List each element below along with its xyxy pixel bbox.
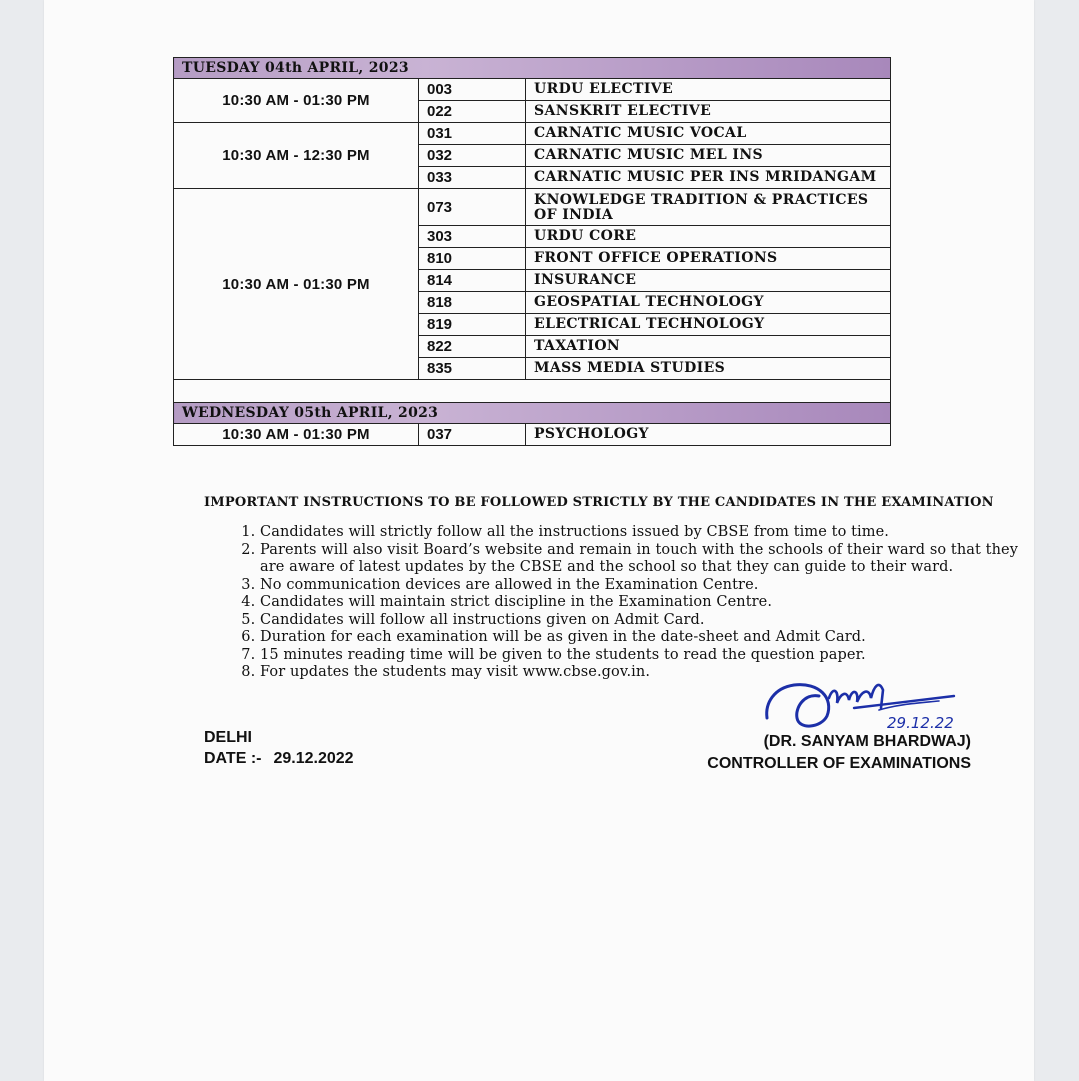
subject-name: INSURANCE [526,270,891,292]
subject-code: 032 [419,145,526,167]
signer-title: CONTROLLER OF EXAMINATIONS [707,755,971,772]
subject-code: 022 [419,101,526,123]
date-line [204,748,354,769]
signer-name: (DR. SANYAM BHARDWAJ) [763,733,971,750]
date-label: DATE :- [204,750,262,767]
signature-date-text: 29.12.22 [887,714,954,732]
signer-block [663,731,971,775]
instruction-item: 5. Candidates will follow all instructions given on Admit Card. [260,612,1040,630]
place-text: DELHI [204,729,252,746]
subject-code: 835 [419,358,526,380]
instruction-item: 8. For updates the students may visit www.cbse.gov.in. [260,664,1040,682]
subject-code: 031 [419,123,526,145]
day-header: TUESDAY 04th APRIL, 2023 [174,58,891,79]
time-slot: 10:30 AM - 01:30 PM [174,189,419,380]
place-date-block [204,727,354,769]
instruction-item: 6. Duration for each examination will be as given in the date-sheet and Admit Card. [260,629,1040,647]
instruction-item: 7. 15 minutes reading time will be given to the students to read the question paper. [260,647,1040,665]
day-header-row [174,58,891,79]
subject-name: ELECTRICAL TECHNOLOGY [526,314,891,336]
document-page [44,0,1034,1081]
subject-name: CARNATIC MUSIC MEL INS [526,145,891,167]
subject-name: SANSKRIT ELECTIVE [526,101,891,123]
subject-code: 037 [419,424,526,446]
subject-code: 818 [419,292,526,314]
instruction-item: 4. Candidates will maintain strict discipline in the Examination Centre. [260,594,1040,612]
date-sheet-table [173,57,891,446]
instructions-list [232,524,1040,682]
instruction-item: 2. Parents will also visit Board’s website and remain in touch with the schools of their ward so that they are aware of latest updates by the CBSE and the school so that they can guide to their ward. [260,542,1040,577]
subject-code: 810 [419,248,526,270]
subject-name: CARNATIC MUSIC PER INS MRIDANGAM [526,167,891,189]
subject-name: TAXATION [526,336,891,358]
subject-code: 303 [419,226,526,248]
subject-code: 814 [419,270,526,292]
subject-name: URDU ELECTIVE [526,79,891,101]
subject-code: 073 [419,189,526,226]
subject-name: URDU CORE [526,226,891,248]
subject-code: 822 [419,336,526,358]
subject-name: MASS MEDIA STUDIES [526,358,891,380]
subject-code: 033 [419,167,526,189]
time-slot: 10:30 AM - 01:30 PM [174,424,419,446]
date-sheet-body [174,58,891,446]
day-header-row [174,403,891,424]
time-slot: 10:30 AM - 01:30 PM [174,79,419,123]
date-value: 29.12.2022 [273,750,354,767]
paper-row [174,189,891,226]
instructions-heading: IMPORTANT INSTRUCTIONS TO BE FOLLOWED STRICTLY BY THE CANDIDATES IN THE EXAMINATION [204,495,994,510]
subject-code: 819 [419,314,526,336]
day-header: WEDNESDAY 05th APRIL, 2023 [174,403,891,424]
time-slot: 10:30 AM - 12:30 PM [174,123,419,189]
instruction-item: 1. Candidates will strictly follow all the instructions issued by CBSE from time to time. [260,524,1040,542]
subject-code: 003 [419,79,526,101]
paper-row [174,123,891,145]
subject-name: CARNATIC MUSIC VOCAL [526,123,891,145]
subject-name: GEOSPATIAL TECHNOLOGY [526,292,891,314]
spacer-row [174,380,891,403]
instruction-item: 3. No communication devices are allowed in the Examination Centre. [260,577,1040,595]
paper-row [174,424,891,446]
subject-name: FRONT OFFICE OPERATIONS [526,248,891,270]
subject-name: KNOWLEDGE TRADITION & PRACTICES OF INDIA [526,189,891,226]
spacer-cell [174,380,891,403]
subject-name: PSYCHOLOGY [526,424,891,446]
paper-row [174,79,891,101]
